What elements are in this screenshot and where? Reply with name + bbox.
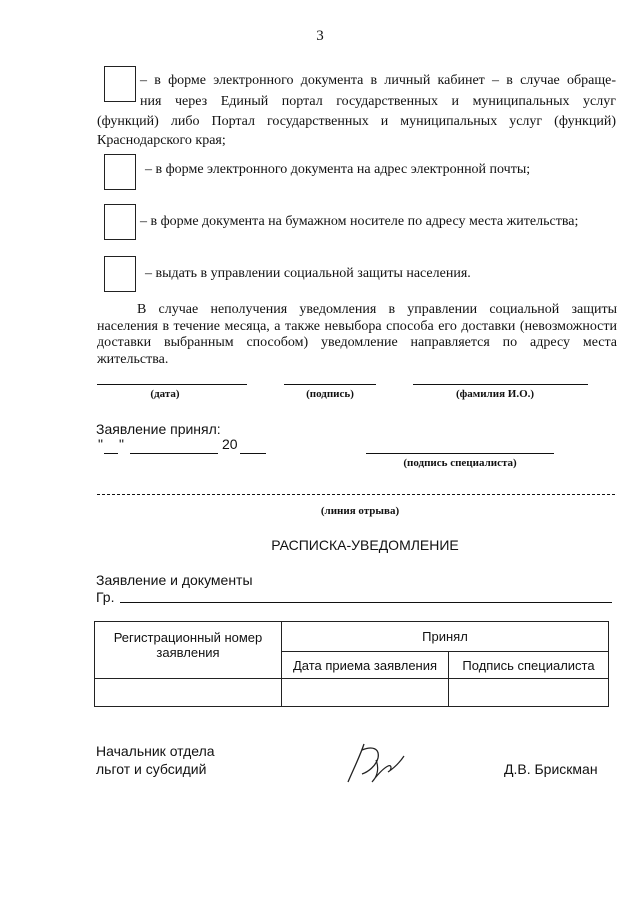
day-blank xyxy=(104,453,118,454)
name-line xyxy=(413,384,588,385)
signature-caption: (подпись) xyxy=(306,388,354,400)
date-received-cell[interactable] xyxy=(282,679,449,707)
accepted-date-row xyxy=(96,436,276,456)
checkbox-email[interactable] xyxy=(104,154,136,190)
specialist-signature-header: Подпись специалиста xyxy=(449,652,609,679)
option-paper: – в форме документа на бумажном носителе по адресу места жительства; xyxy=(140,214,579,229)
year-blank xyxy=(240,453,266,454)
date-line xyxy=(97,384,247,385)
receipt-docs-label: Заявление и документы xyxy=(96,572,253,588)
reg-number-header: Регистрационный номер заявления xyxy=(95,622,282,679)
quote-open: " xyxy=(98,436,103,452)
checkbox-paper[interactable] xyxy=(104,204,136,240)
option-office: – выдать в управлении социальной защиты населения. xyxy=(145,266,471,281)
page-number: 3 xyxy=(316,28,324,44)
tear-line-caption: (линия отрыва) xyxy=(320,505,400,517)
month-blank xyxy=(130,453,218,454)
signature-line xyxy=(284,384,376,385)
citizen-name-line xyxy=(120,602,612,603)
checkbox-personal-cabinet[interactable] xyxy=(104,66,136,102)
date-caption: (дата) xyxy=(150,388,180,400)
option-email: – в форме электронного документа на адрес электронной почты; xyxy=(145,162,531,177)
option-personal-cabinet-line3: (функций) либо Портал государственных и муниципальных услуг (функций) xyxy=(97,114,616,129)
option-personal-cabinet-line4: Краснодарского края; xyxy=(97,133,226,148)
specialist-signature-line xyxy=(366,453,554,454)
accepted-group-header: Принял xyxy=(282,622,609,652)
quote-close: " xyxy=(119,436,124,452)
receipt-table xyxy=(94,621,609,707)
position-line1: Начальник отдела xyxy=(96,743,215,759)
checkbox-office[interactable] xyxy=(104,256,136,292)
chief-name: Д.В. Брискман xyxy=(504,761,598,777)
receipt-title: РАСПИСКА-УВЕДОМЛЕНИЕ xyxy=(271,537,459,553)
notice-paragraph xyxy=(97,302,617,368)
option-personal-cabinet-line2: ния через Единый портал государственных и муниципальных услуг xyxy=(140,94,616,109)
notice-text: В случае неполучения уведомления в управлении социальной защиты населения в течение месяца, а также невыбора способа его доставки (невозможности доставки выбранным способом) уведомление направляется по адресу места жительства. xyxy=(97,302,617,367)
receipt-citizen-prefix: Гр. xyxy=(96,589,115,605)
date-received-header: Дата приема заявления xyxy=(282,652,449,679)
tear-line xyxy=(97,494,615,495)
handwritten-signature xyxy=(342,738,412,788)
year-prefix: 20 xyxy=(222,436,238,452)
option-personal-cabinet-line1: – в форме электронного документа в личный кабинет – в случае обраще- xyxy=(140,73,616,88)
accepted-label: Заявление принял: xyxy=(96,421,221,437)
specialist-signature-cell[interactable] xyxy=(449,679,609,707)
position-line2: льгот и субсидий xyxy=(96,761,207,777)
name-caption: (фамилия И.О.) xyxy=(455,388,535,400)
specialist-signature-caption: (подпись специалиста) xyxy=(403,457,517,469)
reg-number-cell[interactable] xyxy=(95,679,282,707)
